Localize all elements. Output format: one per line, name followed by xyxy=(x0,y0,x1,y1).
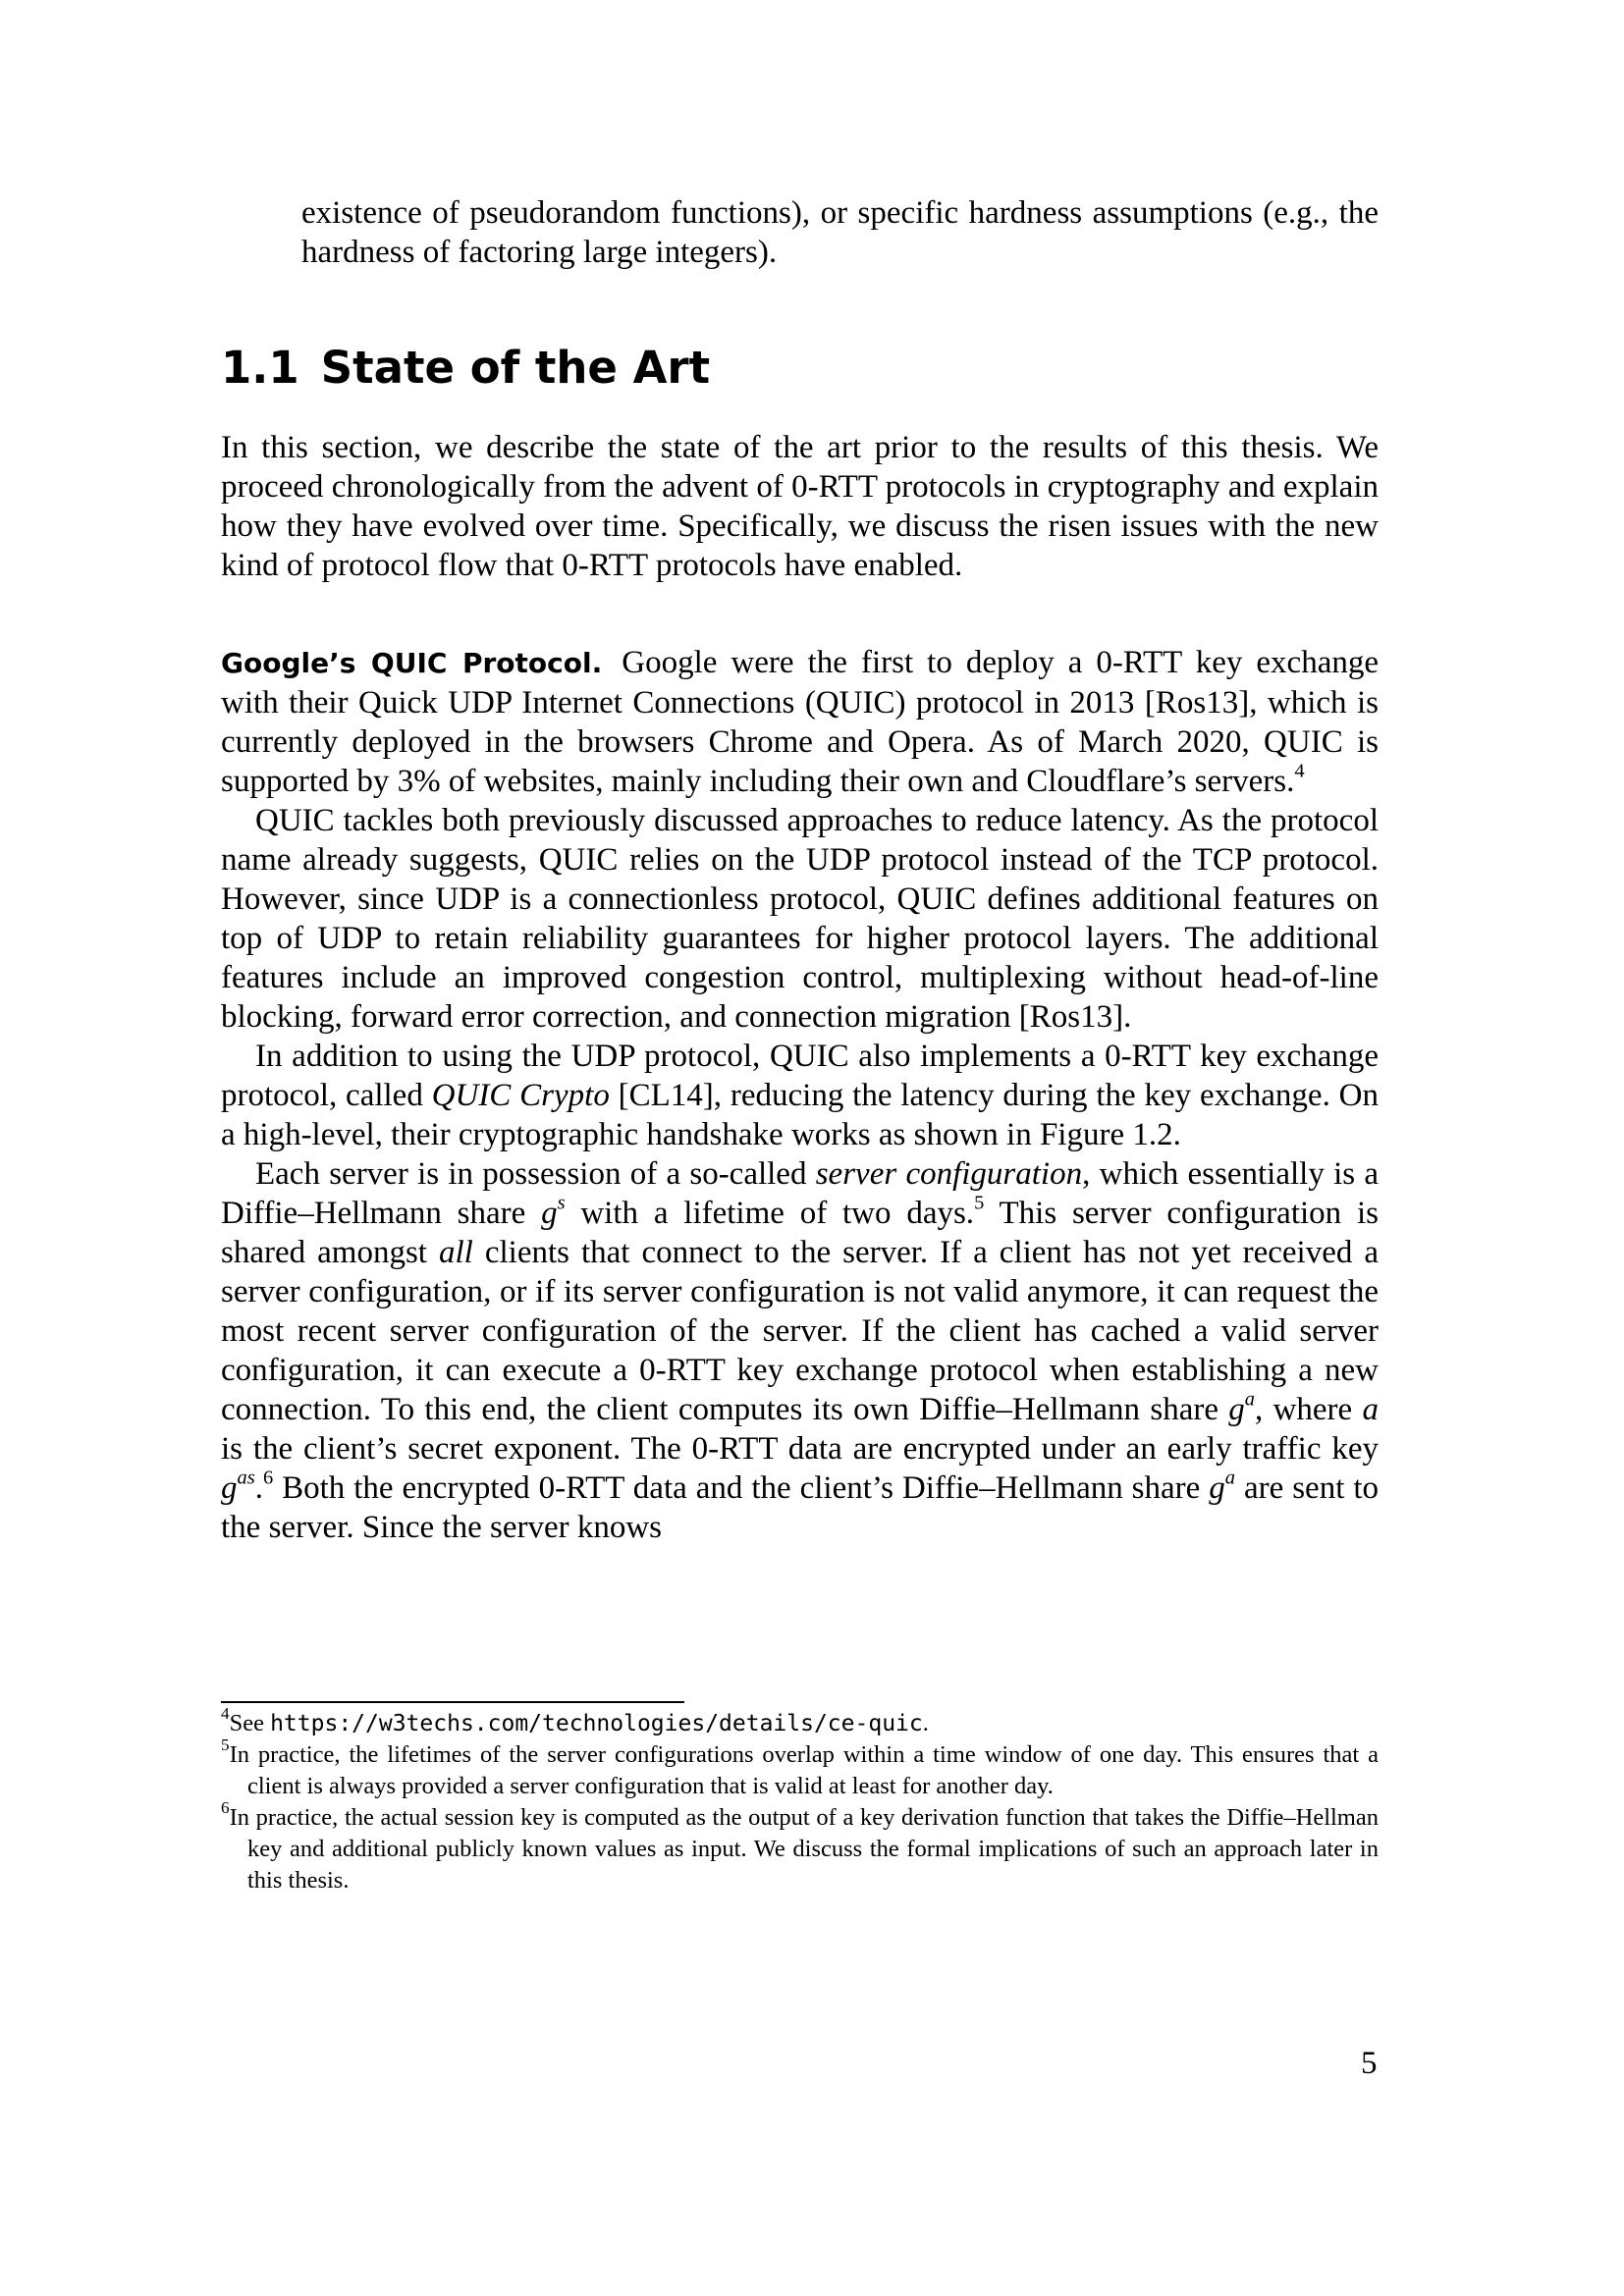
footnote-mark: 6 xyxy=(221,1798,230,1817)
quic-p3-text-b: [CL14], reducing the latency during the key exchange. On a high-level, their cryptographic handshake works as shown in Figure 1.2. xyxy=(221,1078,1379,1152)
p4-text: is the client’s secret exponent. The 0-RTT data are encrypted under an early traffic key xyxy=(221,1431,1379,1467)
section-number: 1.1 xyxy=(221,342,299,394)
math-a: a xyxy=(1362,1392,1379,1427)
section-title: State of the Art xyxy=(320,342,711,394)
footnote-ref-4[interactable]: 4 xyxy=(1294,760,1305,782)
math-exponent: a xyxy=(1224,1467,1235,1489)
footnote-text: In practice, the actual session key is computed as the output of a key derivation function that takes the Diffie–Hellman key and additional publicly known values as input. We discuss the formal implications of such an approach later in this thesis. xyxy=(229,1804,1379,1894)
footnote-rule xyxy=(221,1701,684,1703)
quic-p1-text: Google were the first to deploy a 0-RTT key exchange with their Quick UDP Internet Connections (QUIC) protocol in 2013 [Ros13], which is currently deployed in the browsers Chrome and Opera. As of March 2020, QUIC is supported by 3% of websites, mainly including their own and Cloudflare’s servers. xyxy=(221,645,1379,799)
p4-text: . xyxy=(254,1470,263,1506)
footnote-ref-5[interactable]: 5 xyxy=(974,1192,985,1214)
footnote-mark: 4 xyxy=(221,1704,230,1723)
footnote-url-link[interactable]: https://w3techs.com/technologies/details/ce-quic xyxy=(270,1711,923,1736)
quic-run-in-heading: Google’s QUIC Protocol. xyxy=(221,647,603,679)
quic-paragraph-1 xyxy=(221,643,1379,801)
math-g: g xyxy=(1209,1470,1225,1506)
all-term: all xyxy=(438,1235,473,1270)
section-heading xyxy=(221,342,710,395)
p4-text: Both the encrypted 0-RTT data and the client’s Diffie–Hellmann share xyxy=(273,1470,1210,1506)
footnote-text: In practice, the lifetimes of the server configurations overlap within a time window of one day. This ensures that a client is always provided a server configuration that is valid at least for another day. xyxy=(229,1741,1379,1799)
footnotes xyxy=(221,1704,1379,1896)
footnote-6 xyxy=(221,1798,1379,1896)
p4-text: are sent to the server. Since the server knows xyxy=(221,1470,1379,1545)
p4-text: with a lifetime of two days. xyxy=(565,1196,975,1231)
math-g: g xyxy=(1228,1392,1245,1427)
math-exponent: as xyxy=(237,1467,255,1489)
footnote-mark: 5 xyxy=(221,1735,230,1754)
footnote-text: . xyxy=(922,1710,929,1736)
quic-p3-text-a: In addition to using the UDP protocol, QUIC also implements a 0-RTT key exchange protocol, called xyxy=(221,1039,1379,1113)
math-g: g xyxy=(541,1196,558,1231)
p4-text: , where xyxy=(1255,1392,1363,1427)
p4-text: Each server is in possession of a so-called xyxy=(255,1156,816,1192)
quic-subsection xyxy=(221,643,1379,1547)
p4-text: , which essentially is a Diffie–Hellmann share xyxy=(221,1156,1379,1231)
quic-paragraph-2: QUIC tackles both previously discussed approaches to reduce latency. As the protocol name already suggests, QUIC relies on the UDP protocol instead of the TCP protocol. However, since UDP is a connectionless protocol, QUIC defines additional features on top of UDP to retain reliability guarantees for higher protocol layers. The additional features include an improved congestion control, multiplexing without head-of-line blocking, forward error correction, and connection migration [Ros13]. xyxy=(221,803,1379,1035)
footnote-ref-6[interactable]: 6 xyxy=(262,1467,274,1489)
footnote-4 xyxy=(221,1704,1379,1739)
page-number: 5 xyxy=(1361,2046,1378,2081)
section-intro-paragraph: In this section, we describe the state of the art prior to the results of this thesis. We proceed chronologically from the advent of 0-RTT protocols in cryptography and explain how they have evolved over time. Specifically, we discuss the risen issues with the new kind of protocol flow that 0-RTT protocols have enabled. xyxy=(221,430,1379,583)
footnote-5 xyxy=(221,1735,1379,1802)
server-configuration-term: server configuration xyxy=(815,1156,1083,1192)
math-g: g xyxy=(221,1470,238,1506)
math-exponent: a xyxy=(1244,1388,1256,1411)
p4-text: This server configuration is shared amongst xyxy=(221,1196,1379,1270)
p4-text: clients that connect to the server. If a client has not yet received a server configuration, or if its server configuration is not valid anymore, it can request the most recent server configuration of the server. If the client has cached a valid server configuration, it can execute a 0-RTT key exchange protocol when establishing a new connection. To this end, the client computes its own Diffie–Hellmann share xyxy=(221,1235,1380,1427)
quic-paragraph-3 xyxy=(221,1037,1379,1154)
footnote-text: See xyxy=(229,1710,271,1736)
quic-crypto-term: QUIC Crypto xyxy=(431,1078,610,1113)
intro-continuation: existence of pseudorandom functions), or specific hardness assumptions (e.g., the hardness of factoring large integers). xyxy=(301,195,1379,270)
math-exponent: s xyxy=(557,1192,566,1214)
quic-paragraph-4 xyxy=(221,1154,1379,1547)
